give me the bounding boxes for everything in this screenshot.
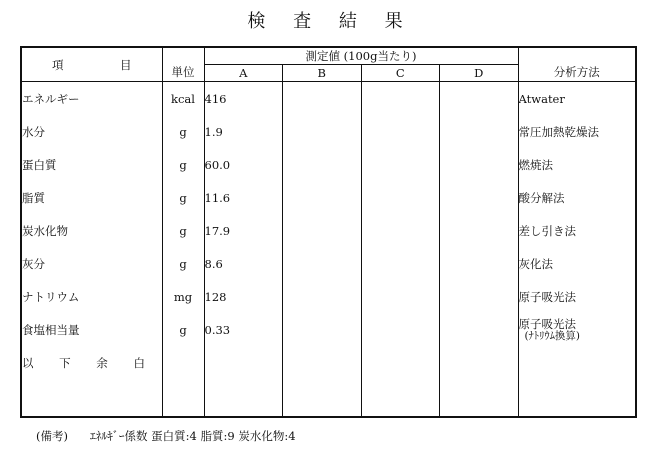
unit-cell: mg xyxy=(162,280,204,313)
results-table xyxy=(20,46,637,418)
value-cell xyxy=(440,280,519,313)
empty-cell xyxy=(162,379,204,417)
value-cell xyxy=(283,82,362,116)
value-cell xyxy=(361,181,440,214)
method-cell xyxy=(518,148,636,181)
method-note: (ﾅﾄﾘｳﾑ換算) xyxy=(524,330,580,342)
value-cell xyxy=(361,214,440,247)
method-name: 常圧加熱乾燥法 xyxy=(518,124,600,139)
method-cell xyxy=(518,313,636,346)
unit-cell: g xyxy=(162,247,204,280)
method-cell xyxy=(518,280,636,313)
value-cell xyxy=(283,181,362,214)
value-cell xyxy=(440,82,519,116)
value-cell xyxy=(440,181,519,214)
value-cell: 11.6 xyxy=(204,181,283,214)
empty-cell xyxy=(440,346,519,379)
item-cell: 蛋白質 xyxy=(21,148,162,181)
value-cell xyxy=(361,115,440,148)
header-sample-c: C xyxy=(361,65,440,82)
value-cell xyxy=(283,214,362,247)
table-row xyxy=(21,214,636,247)
value-cell xyxy=(283,313,362,346)
value-cell xyxy=(361,313,440,346)
method-cell xyxy=(518,247,636,280)
header-item-char-1: 項 xyxy=(52,57,64,72)
item-cell: エネルギー xyxy=(21,82,162,116)
remarks-label: (備考) xyxy=(36,429,68,443)
filler-row xyxy=(21,379,636,417)
unit-cell: kcal xyxy=(162,82,204,116)
header-item-char-2: 目 xyxy=(120,57,132,72)
end-note-row xyxy=(21,346,636,379)
value-cell xyxy=(361,280,440,313)
unit-cell: g xyxy=(162,313,204,346)
empty-cell xyxy=(204,346,283,379)
empty-cell xyxy=(21,379,162,417)
header-measured-value: 測定値 (100g当たり) xyxy=(204,47,518,65)
table-row xyxy=(21,247,636,280)
value-cell xyxy=(361,247,440,280)
value-cell: 1.9 xyxy=(204,115,283,148)
value-cell xyxy=(361,148,440,181)
table-row xyxy=(21,181,636,214)
value-cell: 128 xyxy=(204,280,283,313)
empty-cell xyxy=(440,379,519,417)
unit-cell: g xyxy=(162,115,204,148)
method-name: 差し引き法 xyxy=(518,223,577,238)
method-name: 酸分解法 xyxy=(518,190,565,205)
header-method: 分析方法 xyxy=(518,47,636,82)
empty-cell xyxy=(204,379,283,417)
method-name: 原子吸光法 xyxy=(518,317,577,331)
value-cell: 416 xyxy=(204,82,283,116)
value-cell xyxy=(440,148,519,181)
value-cell: 60.0 xyxy=(204,148,283,181)
value-cell xyxy=(283,280,362,313)
header-unit: 単位 xyxy=(162,47,204,82)
table-row xyxy=(21,148,636,181)
method-name: 原子吸光法 xyxy=(518,289,577,304)
header-sample-a: A xyxy=(204,65,283,82)
table-row xyxy=(21,313,636,346)
empty-cell xyxy=(361,346,440,379)
method-cell xyxy=(518,82,636,116)
value-cell: 8.6 xyxy=(204,247,283,280)
value-cell xyxy=(440,313,519,346)
empty-cell xyxy=(361,379,440,417)
empty-cell xyxy=(518,379,636,417)
unit-cell: g xyxy=(162,214,204,247)
item-cell: 炭水化物 xyxy=(21,214,162,247)
method-cell xyxy=(518,181,636,214)
unit-cell: g xyxy=(162,148,204,181)
method-cell xyxy=(518,115,636,148)
table-row xyxy=(21,115,636,148)
table-row xyxy=(21,82,636,116)
empty-cell xyxy=(518,346,636,379)
item-cell: 灰分 xyxy=(21,247,162,280)
table-row xyxy=(21,280,636,313)
item-cell: 水分 xyxy=(21,115,162,148)
value-cell xyxy=(283,247,362,280)
item-cell: 食塩相当量 xyxy=(21,313,162,346)
end-note: 以 下 余 白 xyxy=(21,346,162,379)
item-cell: ナトリウム xyxy=(21,280,162,313)
header-item xyxy=(21,47,162,82)
value-cell xyxy=(440,247,519,280)
method-cell xyxy=(518,214,636,247)
method-name: 燃焼法 xyxy=(518,157,554,172)
item-cell: 脂質 xyxy=(21,181,162,214)
value-cell xyxy=(440,214,519,247)
header-sample-b: B xyxy=(283,65,362,82)
value-cell xyxy=(440,115,519,148)
value-cell xyxy=(283,115,362,148)
value-cell: 17.9 xyxy=(204,214,283,247)
empty-cell xyxy=(283,346,362,379)
method-name: 灰化法 xyxy=(518,256,554,271)
value-cell: 0.33 xyxy=(204,313,283,346)
empty-cell xyxy=(162,346,204,379)
value-cell xyxy=(361,82,440,116)
document-title: 検 査 結 果 xyxy=(247,11,414,32)
header-sample-d: D xyxy=(440,65,519,82)
remarks xyxy=(36,428,296,444)
empty-cell xyxy=(283,379,362,417)
remarks-text: ｴﾈﾙｷﾞｰ係数 蛋白質:4 脂質:9 炭水化物:4 xyxy=(89,429,296,443)
value-cell xyxy=(283,148,362,181)
unit-cell: g xyxy=(162,181,204,214)
method-name: Atwater xyxy=(518,91,565,106)
